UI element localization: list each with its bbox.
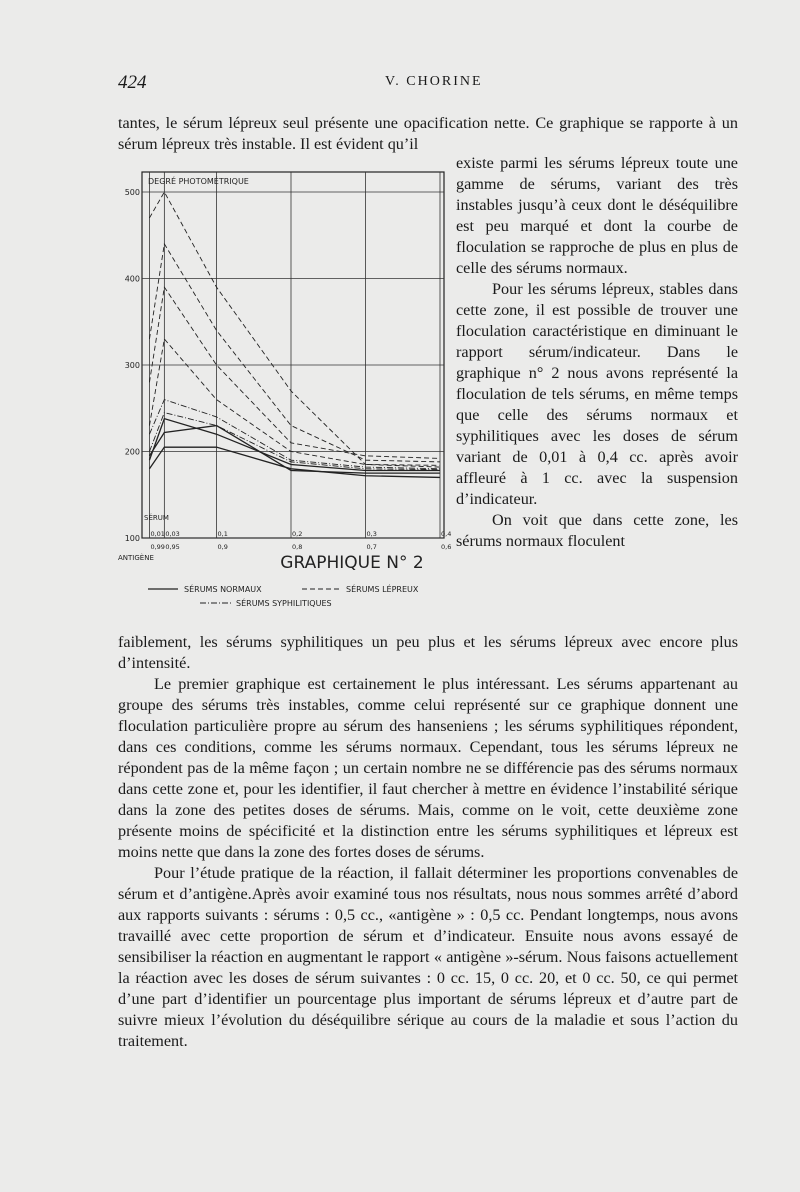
side-column <box>456 153 738 552</box>
x-antigene-label: ANTIGÈNE <box>118 554 154 562</box>
side-paragraph-3: On voit que dans cette zone, les sérums normaux floculent <box>456 511 738 550</box>
running-head: V. CHORINE <box>385 74 483 89</box>
bottom-paragraph-3: Pour l’étude pratique de la réaction, il fallait déterminer les proportions convenables de sérum et d’antigène.Après avoir examiné tous nos résultats, nous nous sommes arrêté d’abord aux rapports suivants : sérums : 0,5 cc., «antigène » : 0,5 cc. Pendant longtemps, nous avons travaillé avec cette proportion de sérum et d’indicateur. Ensuite nous avons essayé de sensibiliser la réaction en augmentant le rapport « antigène »-sérum. Nous faisons actuellement la réaction avec les doses de sérum suivantes : 0 cc. 15, 0 cc. 20, et 0 cc. 50, ce qui permet d’une part d’identifier un pourcentage plus important de sérums lépreux et d’autre part de suivre mieux l’évolution du déséquilibre sérique au cours de la maladie et sous l’action du traitement. <box>118 864 738 1050</box>
x-antigene-tick-label: 0,7 <box>366 543 377 551</box>
side-paragraph-1: existe parmi les sérums lépreux toute une gamme de sérums, variant des très instables jusqu’à ceux dont le déséquilibre est peu marqué et dont la courbe de floculation se rapproche de plus en plus de celle des sérums normaux. <box>456 154 738 277</box>
chart-labels <box>118 175 451 608</box>
top-paragraph-text: tantes, le sérum lépreux seul présente une opacification nette. Ce graphique se rapporte à un sérum lépreux très instable. Il est évident qu’il <box>118 114 738 153</box>
bottom-paragraph-2: Le premier graphique est certainement le plus intéressant. Les sérums appartenant au groupe des sérums très instables, comme celui représenté sur ce graphique donnent une floculation particulière propre au sérum des hanseniens ; les sérums syphilitiques répondent, dans ces conditions, comme les sérums normaux. Cependant, tous les sérums lépreux ne répondent pas de la même façon ; un certain nombre ne se différencie pas des sérums normaux dans cette zone et, pour les identifier, il faut chercher à mettre en évidence l’instabilité sérique dans la zone des petites doses de sérums. Mais, comme on le voit, cette deuxième zone présente moins de spécificité et la distinction entre les sérums syphilitiques et lépreux est moins nette que dans la zone des fortes doses de sérums. <box>118 675 738 861</box>
y-axis-label: DEGRÉ PHOTOMÉTRIQUE <box>148 177 249 186</box>
page-number: 424 <box>118 72 147 93</box>
legend-leprous: SÉRUMS LÉPREUX <box>346 585 419 594</box>
x-antigene-tick-label: 0,99 <box>150 543 165 551</box>
y-tick-label: 500 <box>124 188 140 197</box>
side-paragraph-2: Pour les sérums lépreux, stables dans cette zone, il est possible de trouver une floculation caractéristique en diminuant le rapport sérum/indicateur. Dans le graphique n° 2 nous avons représenté la floculation de tels sérums, en même temps que celle des sérums normaux et syphilitiques avec les doses de sérum variant de 0,01 à 0,4 cc. après avoir affleuré à 1 cc. avec la suspension d’indicateur. <box>456 280 738 508</box>
x-serum-tick-label: 0,01 <box>150 530 165 538</box>
series-line-2 <box>149 419 440 471</box>
x-serum-tick-label: 0,2 <box>292 530 303 538</box>
x-antigene-tick-label: 0,95 <box>165 543 180 551</box>
x-antigene-tick-label: 0,8 <box>292 543 303 551</box>
chart-title: GRAPHIQUE N° 2 <box>280 553 424 573</box>
series-line-7 <box>149 400 440 469</box>
legend-normal: SÉRUMS NORMAUX <box>184 585 262 594</box>
chart-frame <box>142 172 444 538</box>
x-serum-tick-label: 0,03 <box>165 530 180 538</box>
bottom-text <box>118 632 738 1052</box>
graph-figure <box>112 160 457 615</box>
y-tick-label: 400 <box>124 274 140 284</box>
y-tick-label: 200 <box>124 447 140 457</box>
x-serum-label: SÉRUM <box>144 514 169 522</box>
series-line-6 <box>149 339 440 465</box>
y-tick-label: 300 <box>124 361 140 370</box>
x-antigene-tick-label: 0,6 <box>441 543 452 551</box>
chart-series <box>149 192 440 477</box>
top-paragraph <box>118 113 738 155</box>
x-serum-tick-label: 0,3 <box>366 530 377 538</box>
chart-grid <box>142 172 444 538</box>
series-line-8 <box>149 413 440 470</box>
legend-syphilitic: SÉRUMS SYPHILITIQUES <box>236 599 332 608</box>
x-serum-tick-label: 0,4 <box>441 530 452 538</box>
graph-svg <box>112 160 457 615</box>
y-tick-label: 100 <box>124 534 140 543</box>
x-serum-tick-label: 0,1 <box>217 530 228 538</box>
bottom-paragraph-1: faiblement, les sérums syphilitiques un peu plus et les sérums lépreux avec encore plus d’intensité. <box>118 633 738 672</box>
x-antigene-tick-label: 0,9 <box>217 543 228 551</box>
